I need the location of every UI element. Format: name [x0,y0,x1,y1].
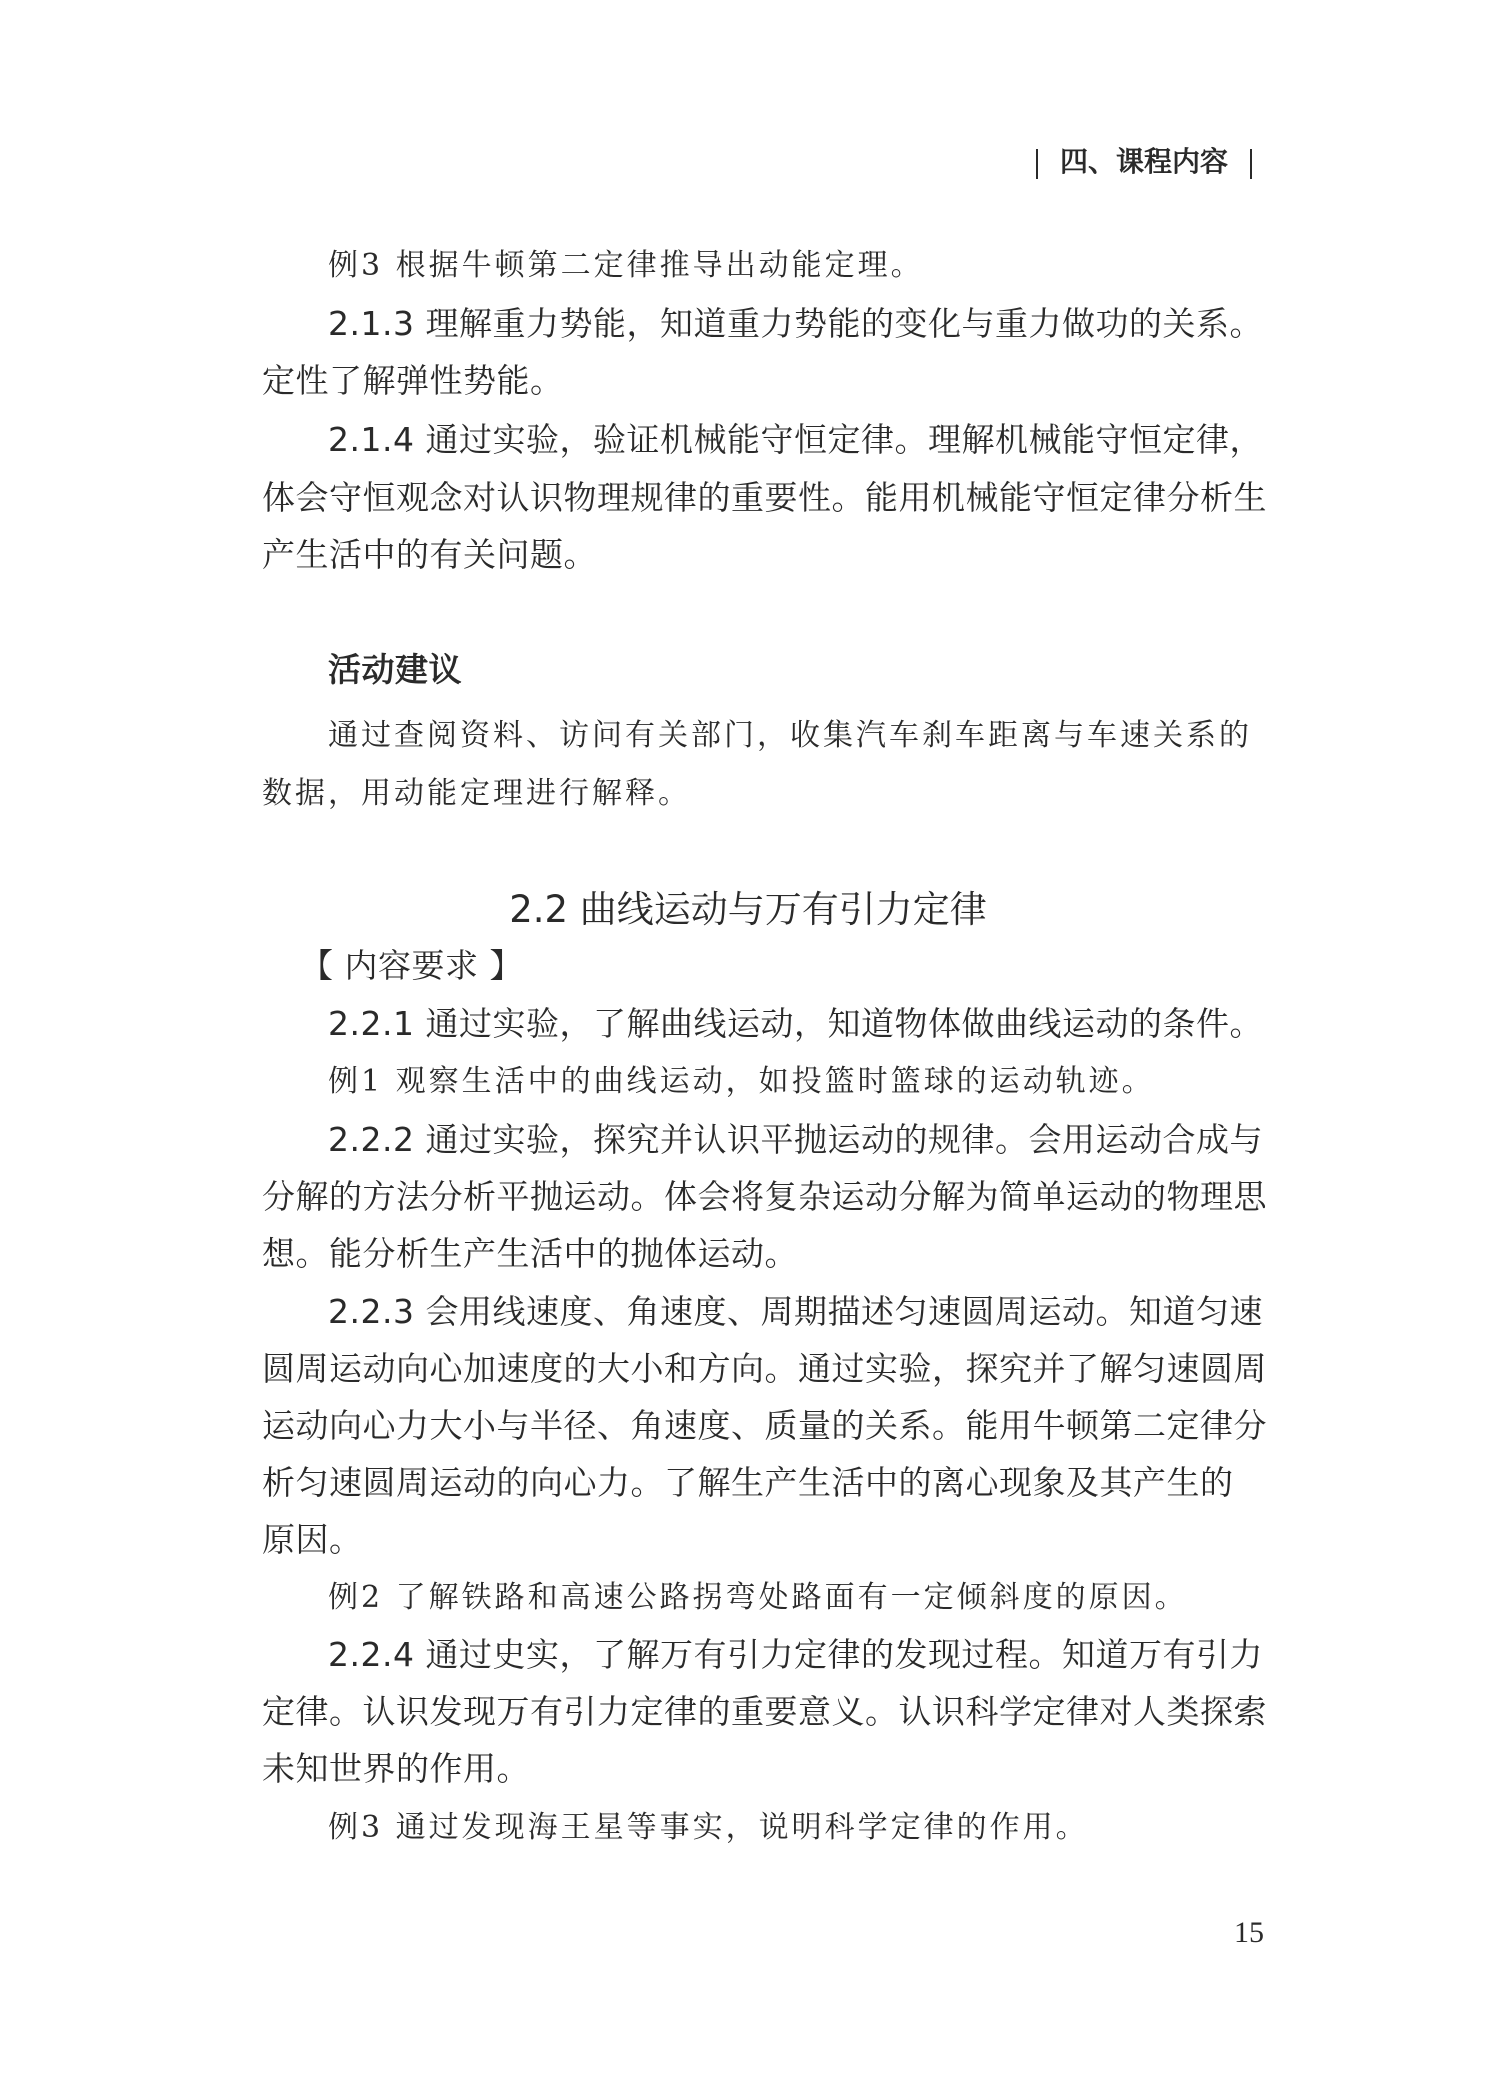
activity-line: 通过查阅资料、访问有关部门，收集汽车刹车距离与车速关系的 [328,718,1252,753]
paragraph-line: 2.2.2 通过实验，探究并认识平抛运动的规律。会用运动合成与 [328,1120,1263,1159]
paragraph-line: 圆周运动向心加速度的大小和方向。通过实验，探究并了解匀速圆周 [262,1349,1267,1388]
content-requirement-label: 【 内容要求 】 [300,946,523,985]
running-header [1014,144,1274,180]
activity-heading: 活动建议 [328,650,462,689]
example-line: 例2 了解铁路和高速公路拐弯处路面有一定倾斜度的原因。 [328,1580,1188,1615]
paragraph-line: 定性了解弹性势能。 [262,361,564,400]
section-title: 2.2 曲线运动与万有引力定律 [509,888,987,931]
paragraph-line: 2.1.3 理解重力势能，知道重力势能的变化与重力做功的关系。 [328,304,1263,343]
paragraph-line: 未知世界的作用。 [262,1749,530,1788]
paragraph-line: 2.2.1 通过实验，了解曲线运动，知道物体做曲线运动的条件。 [328,1004,1263,1043]
header-right-rule [1250,149,1252,179]
paragraph-line: 原因。 [262,1520,363,1559]
example-line: 例3 根据牛顿第二定律推导出动能定理。 [328,248,924,283]
paragraph-line: 运动向心力大小与半径、角速度、质量的关系。能用牛顿第二定律分 [262,1406,1267,1445]
paragraph-line: 定律。认识发现万有引力定律的重要意义。认识科学定律对人类探索 [262,1692,1267,1731]
example-line: 例3 通过发现海王星等事实，说明科学定律的作用。 [328,1810,1089,1845]
example-line: 例1 观察生活中的曲线运动，如投篮时篮球的运动轨迹。 [328,1064,1155,1099]
paragraph-line: 析匀速圆周运动的向心力。了解生产生活中的离心现象及其产生的 [262,1463,1234,1502]
paragraph-line: 2.2.3 会用线速度、角速度、周期描述匀速圆周运动。知道匀速 [328,1292,1263,1331]
paragraph-line: 产生活中的有关问题。 [262,535,597,574]
paragraph-line: 体会守恒观念对认识物理规律的重要性。能用机械能守恒定律分析生 [262,478,1267,517]
activity-line: 数据，用动能定理进行解释。 [262,776,691,811]
paragraph-line: 分解的方法分析平抛运动。体会将复杂运动分解为简单运动的物理思 [262,1177,1267,1216]
paragraph-line: 想。能分析生产生活中的抛体运动。 [262,1234,798,1273]
paragraph-line: 2.2.4 通过史实，了解万有引力定律的发现过程。知道万有引力 [328,1635,1263,1674]
header-title: 四、课程内容 [1059,145,1228,178]
header-left-rule [1036,149,1038,179]
paragraph-line: 2.1.4 通过实验，验证机械能守恒定律。理解机械能守恒定律， [328,420,1263,459]
page-number: 15 [1234,1916,1264,1949]
